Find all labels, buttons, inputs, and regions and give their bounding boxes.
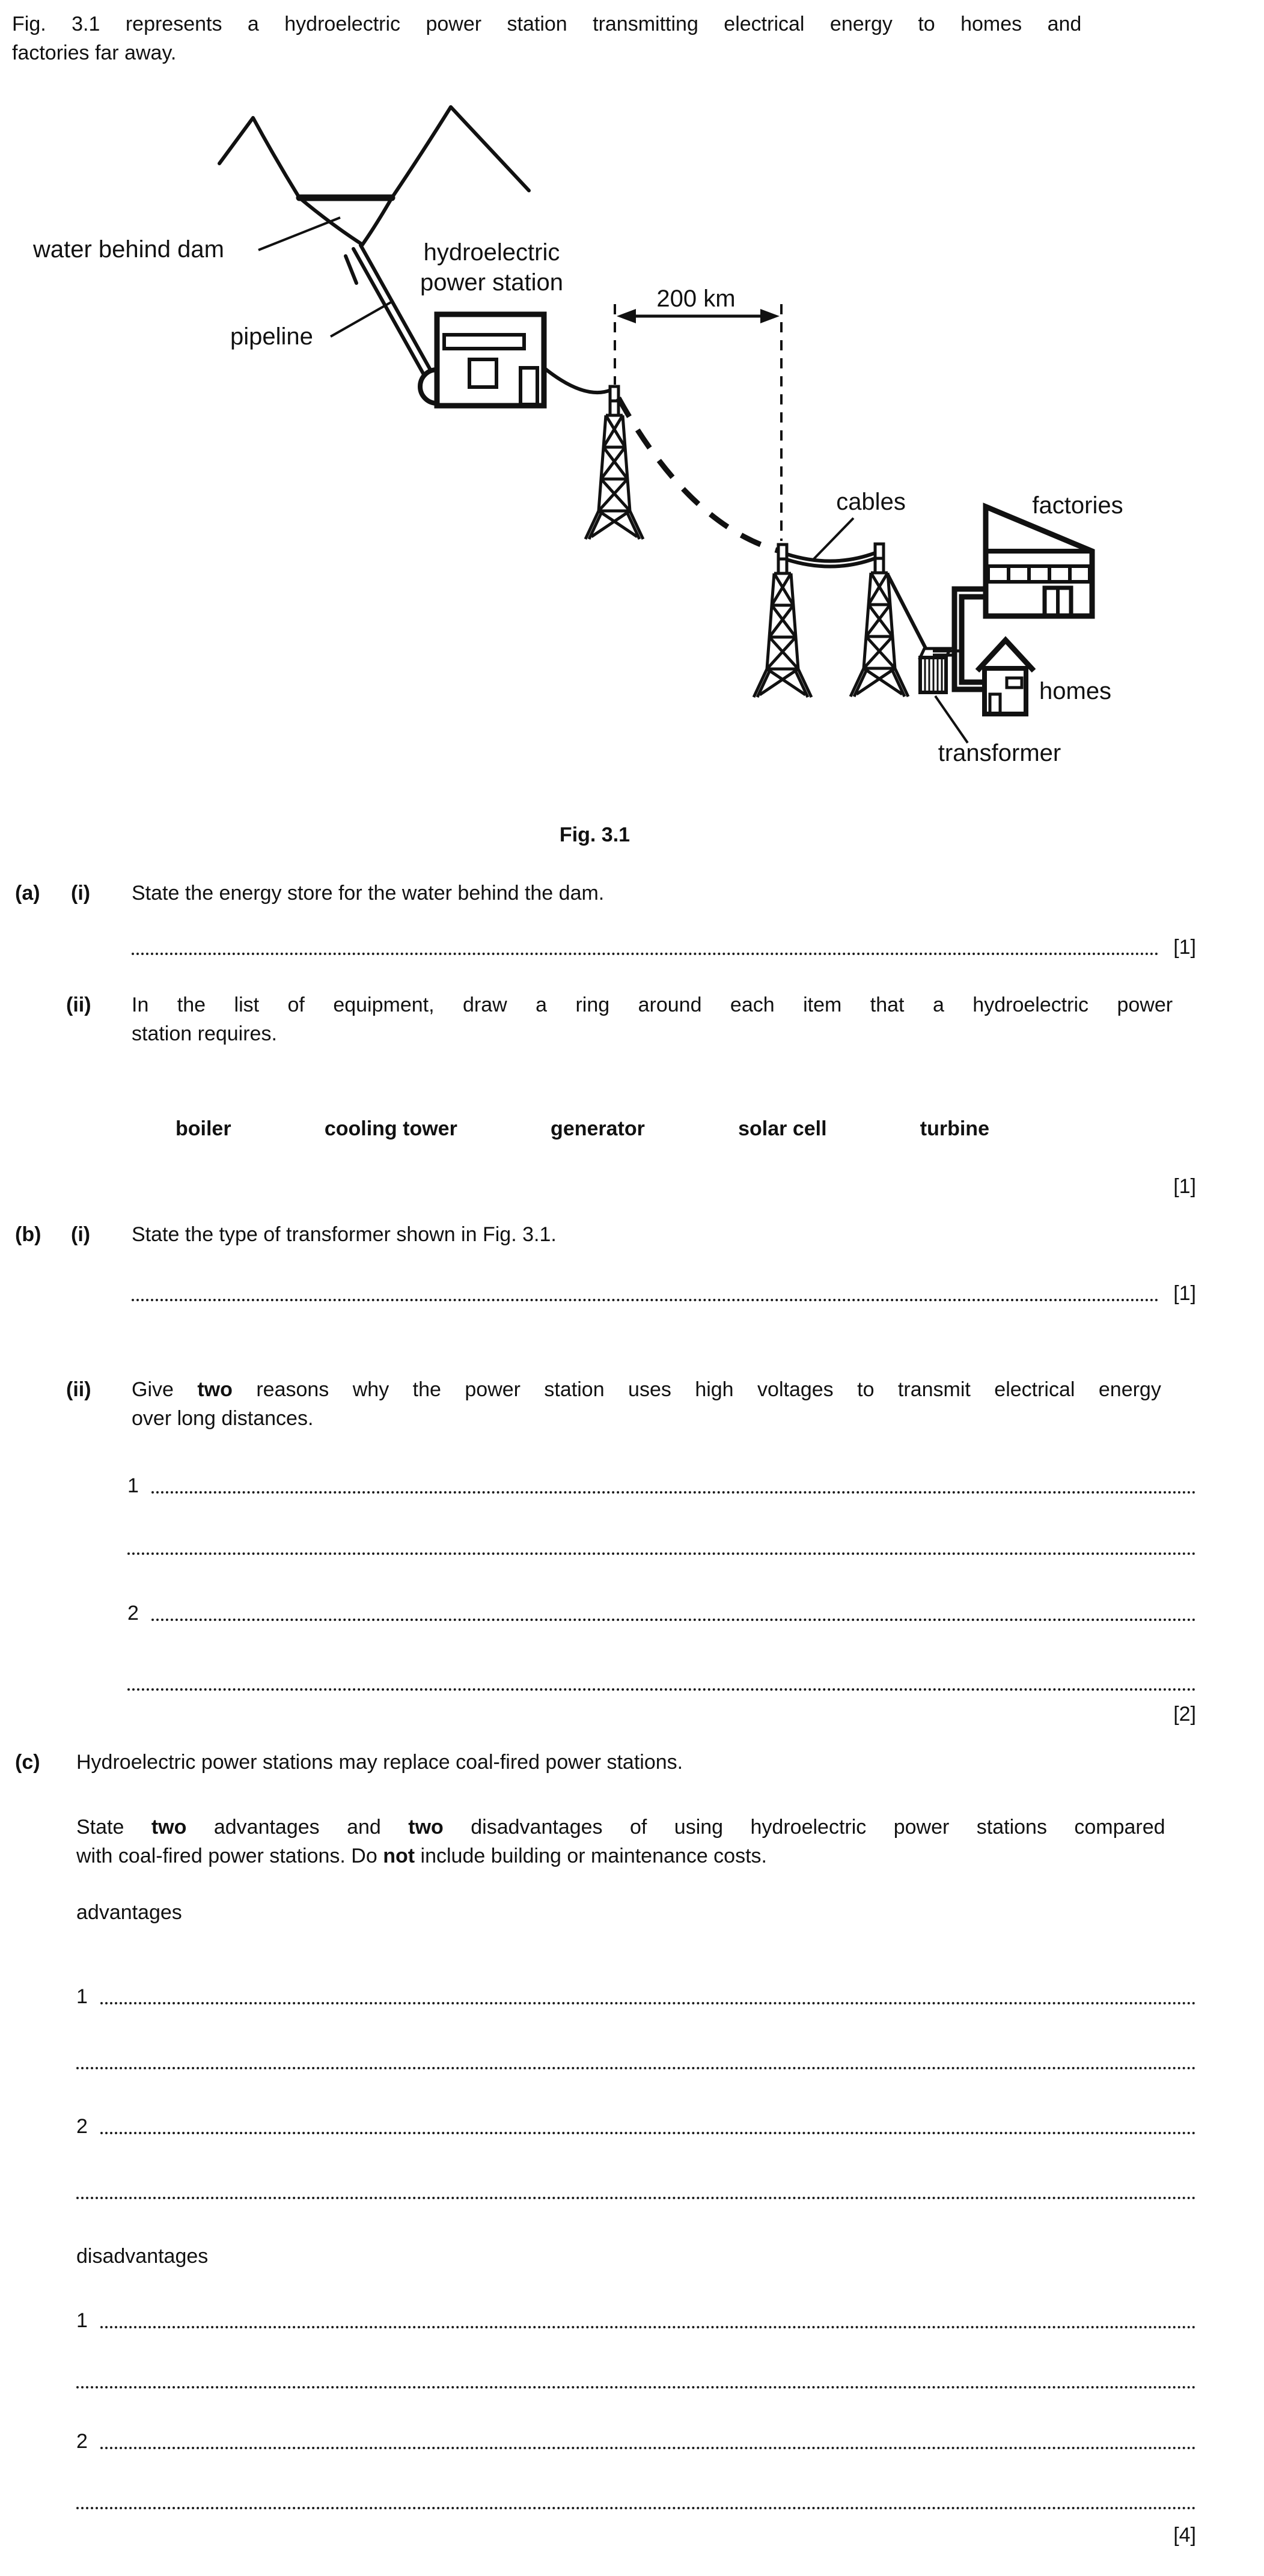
question-a-ii-label: (ii) [66, 993, 91, 1016]
arrowhead-left [617, 309, 636, 323]
c-text-part: State [76, 1816, 151, 1839]
c-text-bold: two [151, 1816, 187, 1839]
distance-dimension [615, 304, 781, 541]
answer-number: 2 [76, 2430, 88, 2453]
answer-line-b-i [132, 1281, 1196, 1305]
answer-number: 1 [76, 2309, 88, 2332]
label-homes: homes [1039, 678, 1112, 704]
dotted-line [100, 2326, 1196, 2328]
advantage-line-2 [76, 2114, 1196, 2138]
mark-b-i: [1] [1173, 1282, 1196, 1305]
advantage-line-1b [76, 2050, 1196, 2074]
answer-number: 1 [76, 1985, 88, 2008]
dotted-line [132, 953, 1159, 955]
label-water-behind-dam: water behind dam [33, 236, 224, 263]
mark-c: [4] [1173, 2524, 1196, 2547]
factory-building [986, 507, 1092, 616]
question-a-i-label: (i) [71, 882, 91, 905]
answer-number: 2 [76, 2115, 88, 2138]
dotted-line [100, 2447, 1196, 2449]
equipment-item-boiler: boiler [176, 1117, 231, 1140]
c-text-bold: not [383, 1845, 415, 1867]
question-c-body [76, 1813, 1253, 1870]
b-ii-text-bold: two [197, 1378, 233, 1401]
mark-b-ii: [2] [1173, 1703, 1196, 1726]
mark-a-i: [1] [1173, 936, 1196, 959]
question-a-ii-line2: station requires. [132, 1022, 277, 1045]
dotted-line [100, 2132, 1196, 2134]
label-transformer: transformer [938, 740, 1061, 766]
answer-number: 2 [127, 1602, 139, 1625]
cables-between-pylons [787, 553, 875, 567]
dotted-line [100, 2002, 1196, 2004]
dotted-line [76, 2067, 1196, 2069]
b-ii-text-line2: over long distances. [132, 1407, 314, 1430]
answer-line-b-ii-1 [127, 1474, 1196, 1498]
power-station-building [420, 314, 544, 406]
question-b-i-label: (i) [71, 1223, 91, 1246]
advantages-heading: advantages [76, 1901, 182, 1924]
label-factories: factories [1032, 492, 1123, 519]
question-c-intro: Hydroelectric power stations may replace coal-fired power stations. [76, 1751, 683, 1774]
question-c-label: (c) [15, 1751, 40, 1774]
b-ii-text-part: Give [132, 1378, 198, 1401]
distribution-lines [954, 589, 986, 689]
question-b-label: (b) [15, 1223, 41, 1246]
question-a-i-text: State the energy store for the water behind the dam. [132, 882, 605, 905]
pipeline-lines [353, 245, 431, 374]
cable-station-to-pylon [544, 368, 611, 392]
label-pipeline: pipeline [230, 323, 313, 350]
c-text-part: with coal-fired power stations. Do [76, 1845, 383, 1867]
question-b-ii-label: (ii) [66, 1378, 91, 1401]
dotted-line [151, 1491, 1196, 1494]
intro-line-2: factories far away. [12, 41, 177, 64]
disadvantages-heading: disadvantages [76, 2245, 209, 2268]
house [977, 640, 1034, 714]
dotted-line [127, 1688, 1196, 1691]
equipment-list [176, 1114, 989, 1143]
dam-wall-tick [346, 256, 356, 283]
question-b-i-text: State the type of transformer shown in Fig. 3.1. [132, 1223, 557, 1246]
dotted-line [76, 2386, 1196, 2388]
c-text-bold: two [408, 1816, 444, 1839]
dotted-line [76, 2197, 1196, 2199]
pylon-1 [585, 386, 643, 539]
label-cables: cables [836, 489, 906, 515]
dotted-line [132, 1299, 1159, 1301]
pylon-3 [850, 544, 908, 697]
b-ii-text-part: reasons why the power station uses high voltages to transmit electrical energy [232, 1378, 1161, 1401]
label-hydroelectric: hydroelectric [423, 239, 560, 266]
c-text-part: advantages and [186, 1816, 409, 1839]
distance-label: 200 km [656, 285, 736, 312]
answer-line-b-ii-1b [127, 1535, 1196, 1559]
equipment-item-turbine: turbine [920, 1117, 989, 1140]
answer-line-b-ii-2 [127, 1601, 1196, 1625]
intro-paragraph [12, 10, 1259, 67]
equipment-item-solar-cell: solar cell [738, 1117, 827, 1140]
question-a-label: (a) [15, 882, 40, 905]
question-a-ii-text [132, 990, 1253, 1048]
answer-line-a-i [132, 935, 1196, 959]
question-a-ii-line1: In the list of equipment, draw a ring around each item that a hydroelectric power [132, 993, 1173, 1016]
intro-line-1: Fig. 3.1 represents a hydroelectric power station transmitting electrical energy to homes and [12, 13, 1082, 35]
dotted-line [127, 1552, 1196, 1555]
mark-a-ii: [1] [1173, 1175, 1196, 1198]
disadvantage-line-1 [76, 2309, 1196, 2333]
dotted-line [76, 2507, 1196, 2509]
disadvantage-line-1b [76, 2369, 1196, 2393]
answer-number: 1 [127, 1474, 139, 1497]
equipment-item-cooling-tower: cooling tower [324, 1117, 457, 1140]
disadvantage-line-2b [76, 2489, 1196, 2513]
figure-3-1-diagram [0, 90, 1264, 835]
figure-caption: Fig. 3.1 [559, 823, 630, 846]
arrowhead-right [760, 309, 780, 323]
c-text-part: disadvantages of using hydroelectric power stations compared [443, 1816, 1165, 1839]
equipment-item-generator: generator [551, 1117, 645, 1140]
label-power-station: power station [420, 269, 563, 296]
advantage-line-1 [76, 1985, 1196, 2009]
pylon-2 [754, 545, 811, 697]
disadvantage-line-2 [76, 2429, 1196, 2453]
answer-line-b-ii-2b [127, 1671, 1196, 1695]
advantage-line-2b [76, 2179, 1196, 2203]
c-text-part: include building or maintenance costs. [415, 1845, 767, 1867]
long-distance-cable [618, 398, 778, 551]
dotted-line [151, 1619, 1196, 1621]
question-b-ii-text [132, 1375, 1253, 1433]
